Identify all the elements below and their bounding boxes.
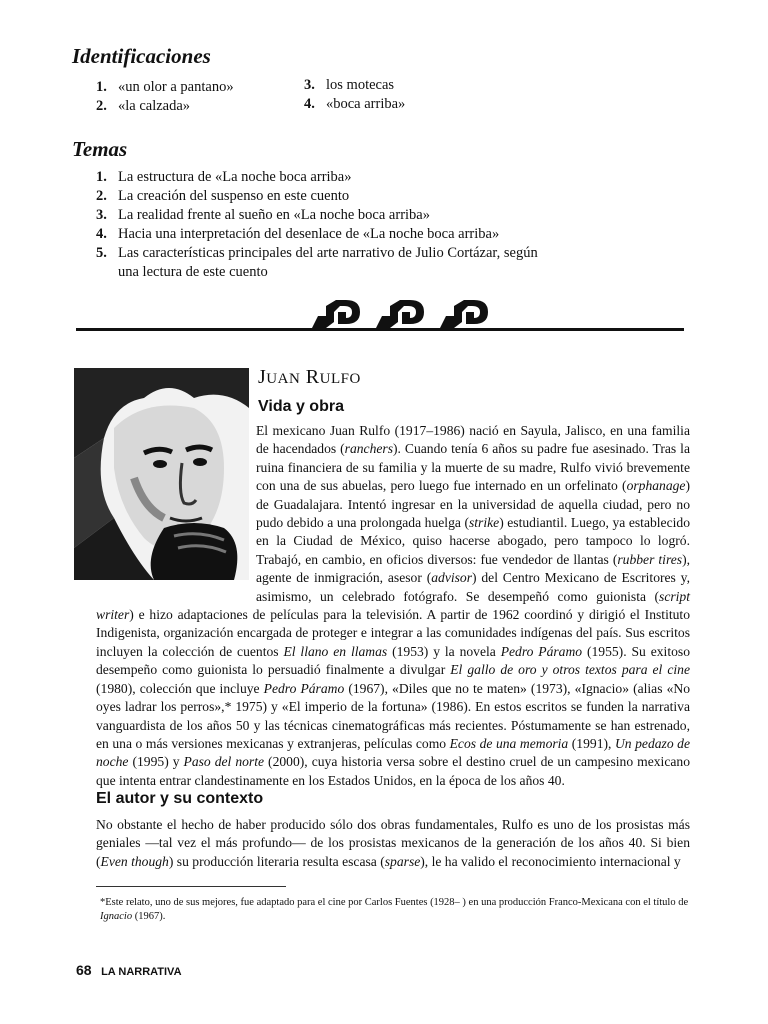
contexto-paragraph: No obstante el hecho de haber producido sólo dos obras fundamentales, Rulfo es uno de los prosistas más geniales —tal vez el más profundo— de los prosistas mexicanos de la generación de los años 40. Si bien (Even though) su producción literaria resulta escasa (sparse), le ha valido el reconocimiento internacional y	[96, 817, 690, 869]
contexto-heading: El autor y su contexto	[96, 790, 264, 807]
vida-paragraph: El mexicano Juan Rulfo (1917–1986) nació en Sayula, Jalisco, en una familia de hacendados (ranchers). Cuando tenía 6 años su padre fue asesinado. Tras la ruina financiera de su familia y la muerte de su madre, Rulfo vivió brevemente con una de sus abuelas, pero luego fue internado en un orfelinato (orphanage) de Guadalajara. Intentó ingresar en la universidad de aquella ciudad, pero no pudo debido a una prolongada huelga (strike) estudiantil. Luego, ya establecido en la Ciudad de México, quiso hacerse abogado, pero tampoco lo logró. Trabajó, en cambio, en oficios diversos: fue vendedor de llantas (rubber tires), agente de inmigración, asesor (advisor) del Centro Mexicano de Escritores y, asimismo, un celebrado fotógrafo. Se desempeñó como guionista (script writer) e hizo adaptaciones de películas para la televisión. A partir de 1962 coordinó y dirigió el Instituto Indigenista, organización encargada de proteger e integrar a las comunidades indígenas del país. Sus escritos incluyen la colección de cuentos El llano en llamas (1953) y la novela Pedro Páramo (1955). Su exitoso desempeño como guionista lo persuadió finalmente a divulgar El gallo de oro y otros textos para el cine (1980), colección que incluye Pedro Páramo (1967), «Diles que no te maten» (1973), «Ignacio» (alias «No oyes ladrar los perros»,* 1975) y «El imperio de la fortuna» (1986). En estos escritos se funden la narrativa vanguardista de los años 50 y las técnicas cinematográficas más recientes. Póstumamente se han estrenado, en una o más versiones mexicanas y extranjeras, películas como Ecos de una memoria (1991), Un pedazo de noche (1995) y Paso del norte (2000), cuya historia versa sobre el destino cruel de un campesino mexicano que intenta entrar clandestinamente en los Estados Unidos, en la época de los años 40.	[96, 423, 691, 788]
list-item: 2. «la calzada»	[96, 98, 191, 114]
page-number: 68	[76, 962, 92, 978]
page-footer	[76, 962, 182, 978]
list-item: 4. «boca arriba»	[304, 96, 406, 112]
photo-spacer	[96, 422, 256, 590]
list-item: 4. Hacia una interpretación del desenlace de «La noche boca arriba»	[96, 226, 500, 242]
section-divider	[76, 328, 684, 331]
section-name: LA NARRATIVA	[101, 966, 182, 978]
list-item: 1. «un olor a pantano»	[96, 79, 234, 95]
footnote-rule	[96, 886, 286, 887]
footnote: *Este relato, uno de sus mejores, fue adaptado para el cine por Carlos Fuentes (1928– ) en una producción Franco-Mexicana con el título de Ignacio (1967).	[100, 897, 689, 922]
list-item: 3. los motecas	[304, 77, 395, 93]
list-item: 2. La creación del suspenso en este cuento	[96, 188, 350, 204]
identificaciones-heading: Identificaciones	[72, 44, 211, 68]
decorative-ornament	[312, 298, 502, 330]
list-item-continuation: una lectura de este cuento	[118, 264, 268, 280]
temas-heading: Temas	[72, 137, 128, 161]
vida-heading: Vida y obra	[258, 398, 344, 415]
list-item: 3. La realidad frente al sueño en «La noche boca arriba»	[96, 207, 430, 223]
list-item: 1. La estructura de «La noche boca arriba»	[96, 169, 352, 185]
author-name: JUAN RULFO	[258, 366, 361, 388]
list-item: 5. Las características principales del arte narrativo de Julio Cortázar, según	[96, 245, 538, 261]
